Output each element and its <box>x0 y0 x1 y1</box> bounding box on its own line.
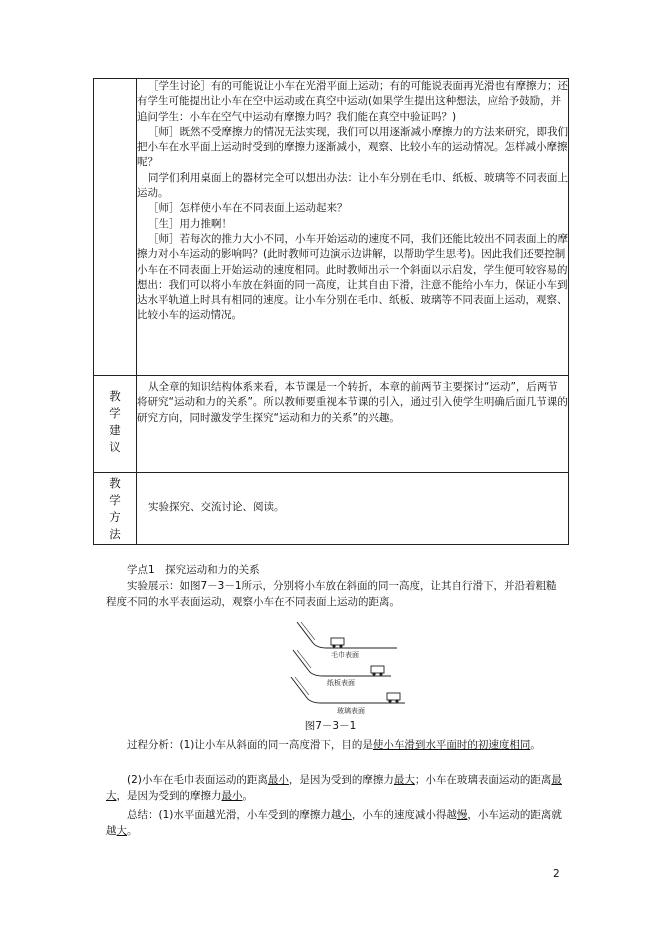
label-char: 法 <box>109 527 121 541</box>
cardboard-surface-label: 纸板表面 <box>327 679 355 687</box>
teaching-method-text: 实验探究、交流讨论、阅读。 <box>148 501 285 513</box>
label-char: 学 <box>109 406 121 420</box>
answer-blank: 最大 <box>106 774 562 802</box>
glass-surface-label: 玻璃表面 <box>337 707 365 715</box>
page-number: 2 <box>553 868 560 880</box>
teaching-method-label <box>94 473 137 545</box>
experiment-figure <box>287 620 409 716</box>
discussion-paragraph-1: ［学生讨论］有的可能说让小车在光滑平面上运动；有的可能说表面再光滑也有摩擦力；还有学生可能提出让小车在空中运动或在真空中运动(如果学生提出这种想法，应给予鼓励，并追问学生：小车在空气中运动有摩擦力吗？我们能在真空中验证吗？) <box>137 80 569 123</box>
lesson-plan-table <box>93 78 569 545</box>
answer-blank: 大 <box>116 825 127 837</box>
discussion-paragraph-5: ［生］用力推啊！ <box>148 217 233 230</box>
answer-blank: 使小车滑到水平面时的初速度相同 <box>372 739 531 751</box>
answer-blank: 慢 <box>456 809 468 821</box>
answer-blank: 小 <box>341 809 352 821</box>
answer-blank: 最小 <box>221 790 243 802</box>
teaching-suggestion-label <box>94 376 137 473</box>
teaching-method-cell <box>137 473 569 545</box>
discussion-paragraph-3: 同学们利用桌面上的器材完全可以想出办法：让小车分别在毛巾、纸板、玻璃等不同表面上运动。 <box>137 171 569 200</box>
section-heading: 学点1 探究运动和力的关系 <box>127 564 260 576</box>
answer-blank: 最大 <box>393 774 415 786</box>
label-char: 议 <box>109 440 121 454</box>
figure-caption: 图7－3－1 <box>304 720 357 732</box>
towel-surface-label: 毛巾表面 <box>331 651 359 659</box>
discussion-paragraph-4: ［师］怎样使小车在不同表面上运动起来？ <box>148 202 348 215</box>
discussion-cell <box>137 79 569 376</box>
label-char: 教 <box>109 389 121 403</box>
discussion-paragraph-6: ［师］若每次的推力大小不同，小车开始运动的速度不同，我们还能比较出不同表面上的摩擦力对小车运动的影响吗？(此时教师可边演示边讲解，以帮助学生思考)。因此我们还要控制小车在不同表面上开始运动的速度相同。此时教师出示一个斜面以示启发，学生便可较容易的想出：我们可以将小车放在斜面的同一高度，让其自由下滑，注意不能给小车力，保证小车到达水平轨道上时具有相同的速度。让小车分别在毛巾、纸板、玻璃等不同表面上运动，观察、比较小车的运动情况。 <box>137 232 569 322</box>
teaching-suggestion-text: 从全章的知识结构体系来看，本节课是一个转折，本章的前两节主要探讨“运动”，后两节将研究“运动和力的关系”。所以教师要重视本节课的引入，通过引入使学生明确后面几节课的研究方向，同时激发学生探究“运动和力的关系”的兴趣。 <box>137 381 568 424</box>
row1-label-cell <box>94 79 137 376</box>
discussion-paragraph-2: ［师］既然不受摩擦力的情况无法实现，我们可以用逐渐减小摩擦力的方法来研究，即我们把小车在水平面上运动时受到的摩擦力逐渐减小，观察、比较小车的运动情况。怎样减小摩擦呢？ <box>137 125 569 169</box>
summary: 总结：(1)水平面越光滑，小车受到的摩擦力越小，小车的速度减小得越慢，小车运动的距离就越大。 <box>106 809 562 837</box>
analysis-q2: (2)小车在毛巾表面运动的距离最小，是因为受到的摩擦力最大；小车在玻璃表面运动的距离最大，是因为受到的摩擦力最小。 <box>106 774 562 802</box>
analysis-q1: 过程分析：(1)让小车从斜面的同一高度滑下，目的是使小车滑到水平面时的初速度相同。 <box>127 739 541 751</box>
label-char: 建 <box>109 423 121 437</box>
answer-blank: 最小 <box>267 774 289 786</box>
label-char: 方 <box>109 510 121 524</box>
label-char: 教 <box>109 476 121 490</box>
teaching-suggestion-cell <box>137 376 569 473</box>
experiment-demo: 实验展示：如图7－3－1所示，分别将小车放在斜面的同一高度，让其自行滑下，并沿着粗糙程度不同的水平表面运动，观察小车在不同表面上运动的距离。 <box>106 580 557 608</box>
label-char: 学 <box>109 493 121 507</box>
